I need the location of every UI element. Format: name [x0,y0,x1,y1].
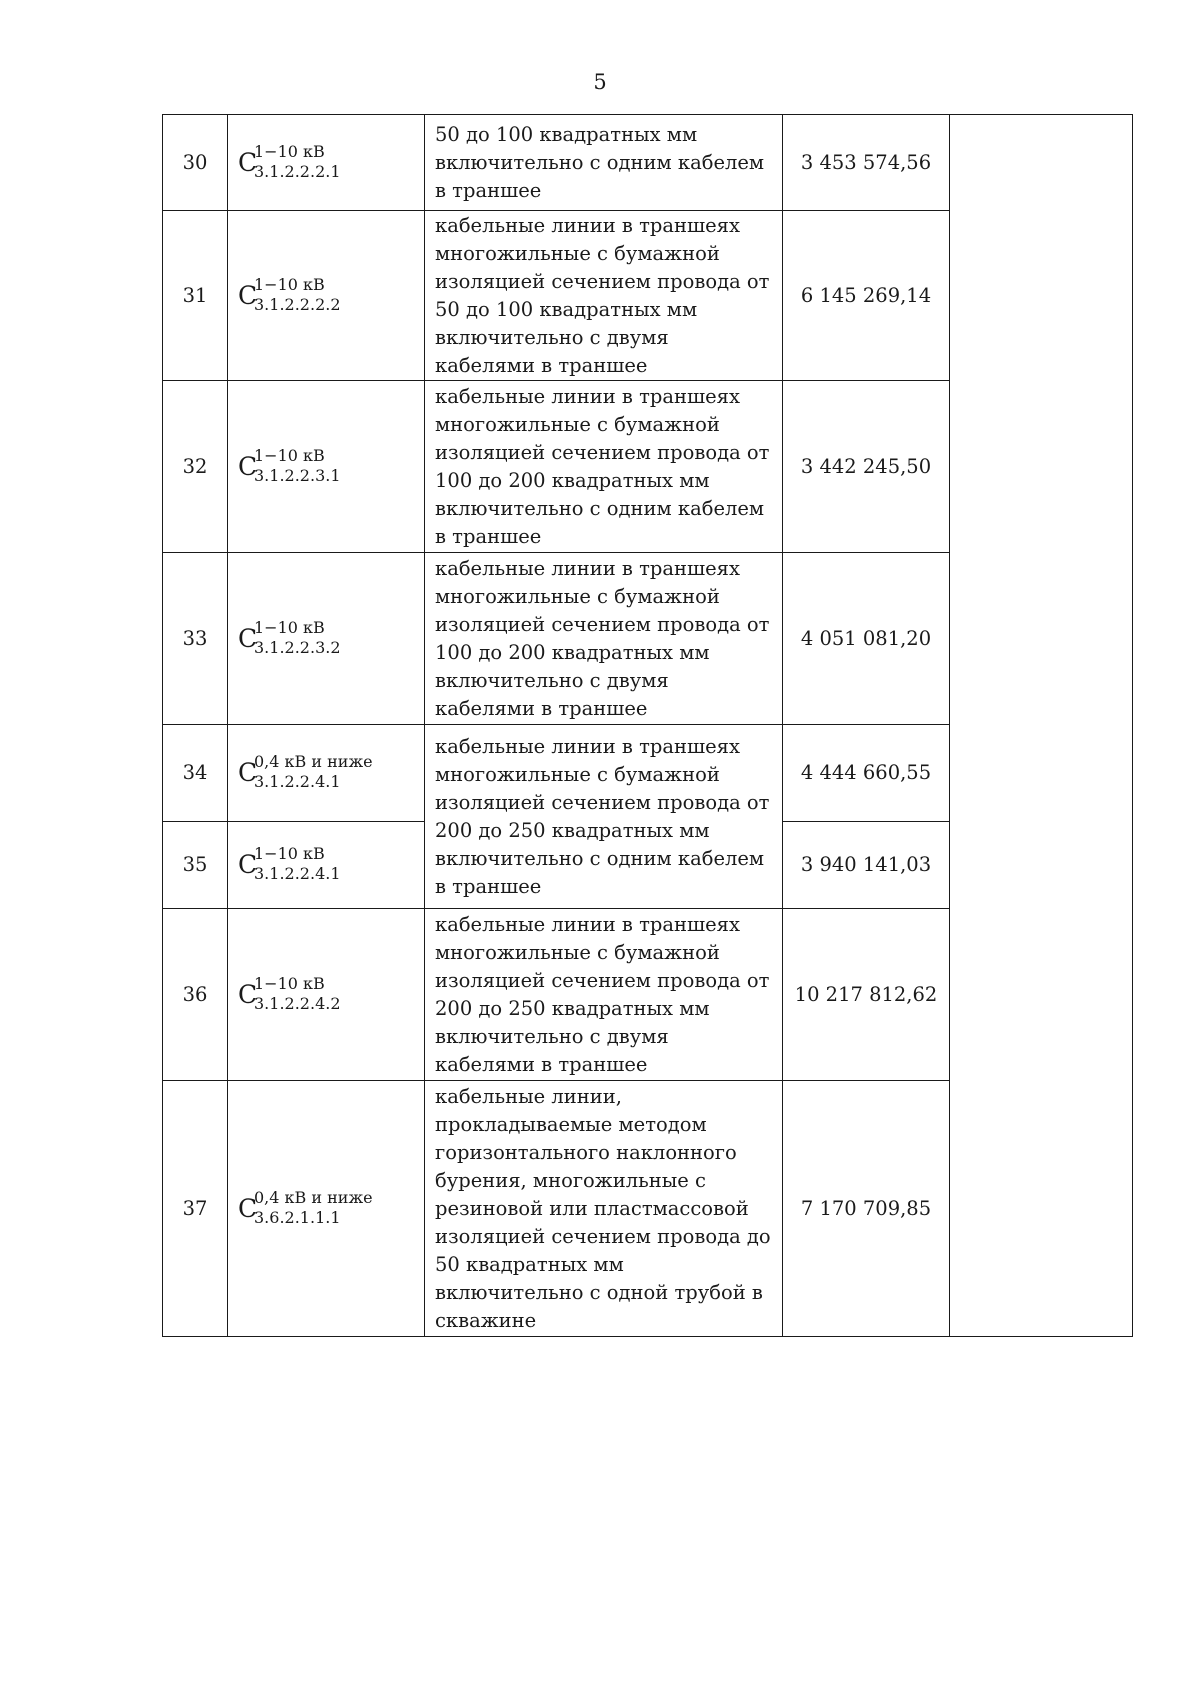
row-number: 34 [163,725,228,822]
rate-code: С 0,4 кВ и ниже 3.6.2.1.1.1 [228,1081,425,1337]
table-row [163,115,1133,211]
rate-code: С 1−10 кВ 3.1.2.2.3.2 [228,553,425,725]
row-number: 32 [163,381,228,553]
rate-code: С 1−10 кВ 3.1.2.2.3.1 [228,381,425,553]
row-description: кабельные линии в траншеях многожильные с бумажной изоляцией сечением провода от 100 до 200 квадратных мм включительно с одним кабелем в траншее [425,381,783,553]
row-description: кабельные линии, прокладываемые методом горизонтального наклонного бурения, многожильные с резиновой или пластмассовой изоляцией сечением провода до 50 квадратных мм включительно с одной трубой в скважине [425,1081,783,1337]
row-number: 35 [163,822,228,909]
row-number: 33 [163,553,228,725]
row-price: 3 940 141,03 [783,822,950,909]
rate-code: С 0,4 кВ и ниже 3.1.2.2.4.1 [228,725,425,822]
row-price: 10 217 812,62 [783,909,950,1081]
row-description: 50 до 100 квадратных мм включительно с одним кабелем в траншее [425,115,783,211]
rate-code: С 1−10 кВ 3.1.2.2.4.2 [228,909,425,1081]
rate-code: С 1−10 кВ 3.1.2.2.2.1 [228,115,425,211]
row-number: 31 [163,211,228,381]
row-price: 4 444 660,55 [783,725,950,822]
row-number: 36 [163,909,228,1081]
empty-column [950,115,1133,1337]
row-description: кабельные линии в траншеях многожильные с бумажной изоляцией сечением провода от 100 до 200 квадратных мм включительно с двумя кабелями в траншее [425,553,783,725]
row-price: 3 453 574,56 [783,115,950,211]
rates-table [162,114,1133,1337]
row-description: кабельные линии в траншеях многожильные с бумажной изоляцией сечением провода от 200 до 250 квадратных мм включительно с одним кабелем в траншее [425,725,783,909]
row-number: 37 [163,1081,228,1337]
row-number: 30 [163,115,228,211]
row-price: 6 145 269,14 [783,211,950,381]
row-price: 4 051 081,20 [783,553,950,725]
row-price: 7 170 709,85 [783,1081,950,1337]
rate-code: С 1−10 кВ 3.1.2.2.2.2 [228,211,425,381]
row-price: 3 442 245,50 [783,381,950,553]
row-description: кабельные линии в траншеях многожильные с бумажной изоляцией сечением провода от 200 до 250 квадратных мм включительно с двумя кабелями в траншее [425,909,783,1081]
rate-code: С 1−10 кВ 3.1.2.2.4.1 [228,822,425,909]
row-description: кабельные линии в траншеях многожильные с бумажной изоляцией сечением провода от 50 до 100 квадратных мм включительно с двумя кабелями в траншее [425,211,783,381]
page-number: 5 [593,70,607,94]
